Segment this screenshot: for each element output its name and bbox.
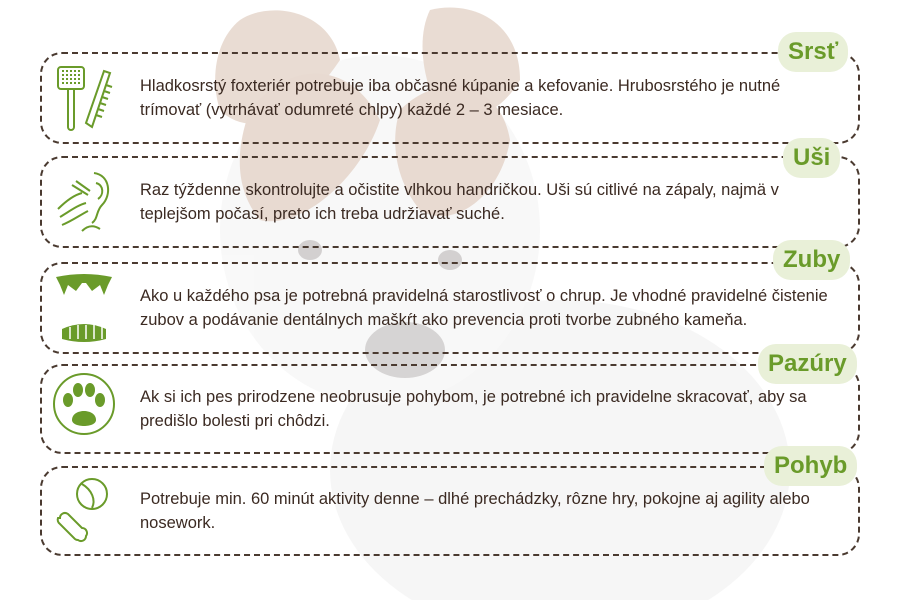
paw-icon <box>52 372 116 446</box>
section-zuby-text: Ako u každého psa je potrebná pravidelná starostlivosť o chrup. Je vhodné pravidelné čistenie zubov a podávanie dentálnych maškŕt ako prevencia proti tvorbe zubného kameňa. <box>140 287 828 329</box>
section-srst-title: Srsť <box>778 32 848 72</box>
section-pazury-title: Pazúry <box>758 344 857 384</box>
section-srst <box>40 52 860 144</box>
section-usi-title: Uši <box>783 138 840 178</box>
section-pohyb-text: Potrebuje min. 60 minút aktivity denne – dlhé prechádzky, rôzne hry, pokojne aj agility alebo nosework. <box>140 490 810 532</box>
teeth-icon <box>52 271 116 345</box>
section-usi-text: Raz týždenne skontrolujte a očistite vlhkou handričkou. Uši sú citlivé na zápaly, najmä v teplejšom počasí, preto ich treba udržiavať suché. <box>140 181 779 223</box>
section-usi <box>40 156 860 248</box>
section-srst-text: Hladkosrstý foxteriér potrebuje iba občasné kúpanie a kefovanie. Hrubosrstého je nutné trímovať (vytrhávať odumreté chlpy) každé 2 – 3 mesiace. <box>140 77 781 119</box>
section-zuby-title: Zuby <box>773 240 850 280</box>
section-pazury-text: Ak si ich pes prirodzene neobrusuje pohybom, je potrebné ich pravidelne skracovať, aby sa predišlo bolesti pri chôdzi. <box>140 388 807 430</box>
ball-bone-icon <box>52 474 116 548</box>
section-pohyb-title: Pohyb <box>764 446 857 486</box>
brush-comb-icon <box>52 61 116 135</box>
ear-cleaning-icon <box>52 165 116 239</box>
section-zuby <box>40 262 860 354</box>
section-pohyb <box>40 466 860 556</box>
section-pazury <box>40 364 860 454</box>
